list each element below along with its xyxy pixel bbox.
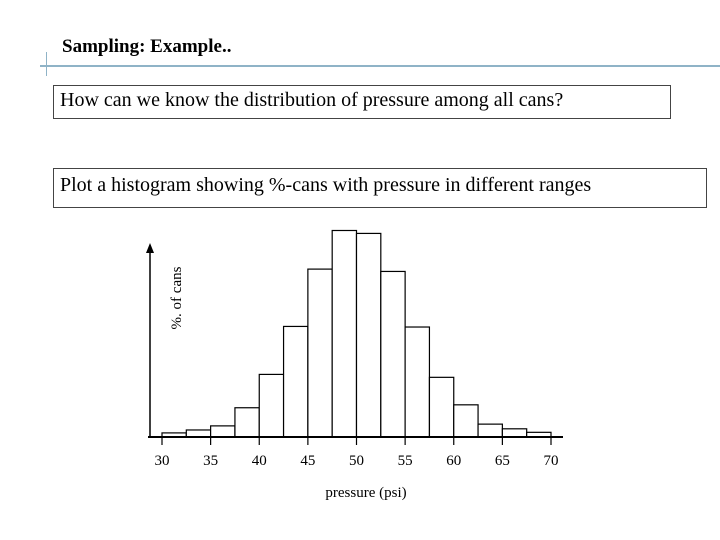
- histogram-bar: [308, 269, 332, 437]
- question-textbox: How can we know the distribution of pressure among all cans?: [53, 85, 671, 119]
- histogram-bar: [478, 424, 502, 437]
- histogram-bar: [332, 230, 356, 437]
- y-axis-arrowhead: [146, 243, 154, 253]
- x-tick-label: 55: [397, 453, 413, 469]
- x-tick-label: 65: [494, 453, 510, 469]
- histogram-bar: [357, 233, 381, 437]
- x-axis-ticks: [162, 437, 551, 445]
- slide-title: Sampling: Example..: [62, 36, 232, 57]
- histogram-bar: [429, 377, 453, 437]
- x-tick-label: 50: [349, 453, 364, 469]
- x-tick-label: 45: [300, 453, 316, 469]
- histogram-bar: [381, 271, 405, 437]
- histogram-bar: [502, 429, 526, 437]
- histogram-bar: [405, 327, 429, 437]
- x-tick-label: 40: [251, 453, 267, 469]
- x-tick-label: 60: [446, 453, 462, 469]
- x-tick-label: 35: [203, 453, 219, 469]
- y-axis-label: %. of cans: [169, 266, 185, 330]
- x-axis-label: pressure (psi): [325, 485, 407, 501]
- histogram-bar: [259, 374, 283, 437]
- histogram-bar: [284, 326, 308, 437]
- x-tick-label: 70: [543, 453, 559, 469]
- histogram-bar: [186, 430, 210, 437]
- histogram-bars: [162, 230, 551, 437]
- histogram-bar: [235, 408, 259, 437]
- histogram-bar: [211, 426, 235, 437]
- histogram-bar: [454, 405, 478, 437]
- instruction-textbox: Plot a histogram showing %-cans with pressure in different ranges: [53, 168, 707, 208]
- x-axis-tick-labels: [155, 453, 559, 469]
- x-tick-label: 30: [154, 453, 170, 469]
